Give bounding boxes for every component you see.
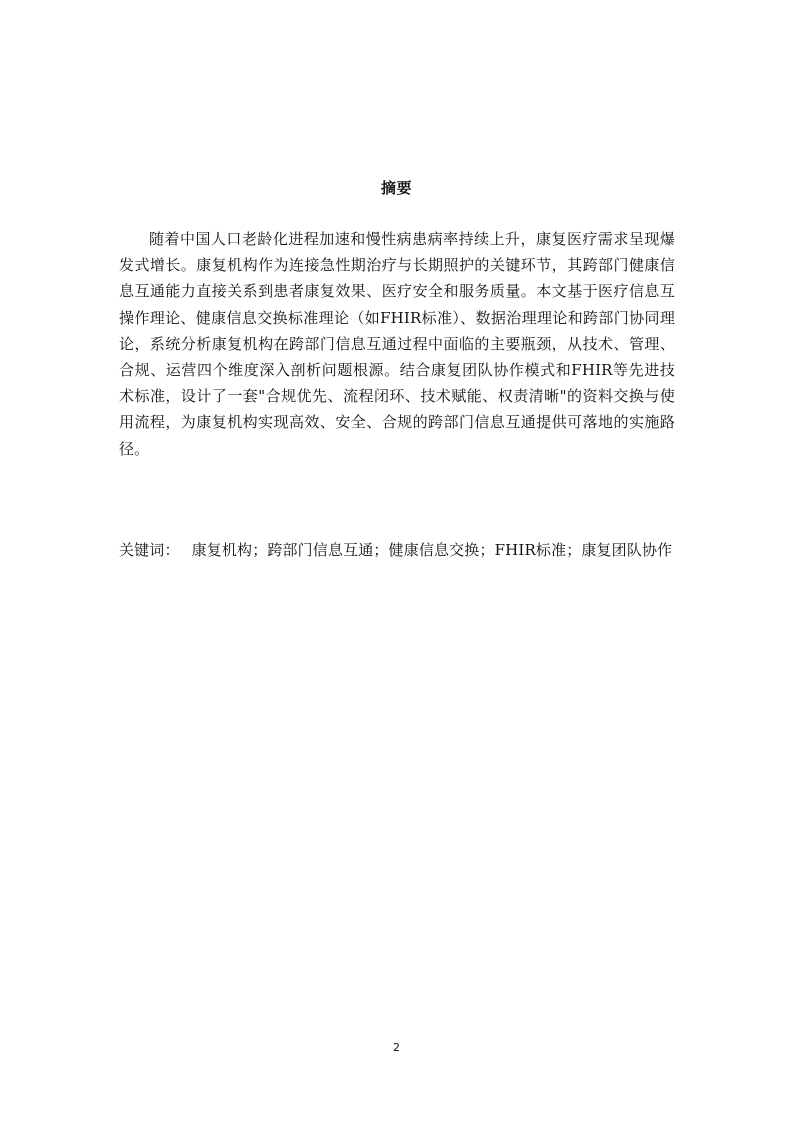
page-title: 摘要 [380, 179, 412, 197]
keywords-text: 康复机构；跨部门信息互通；健康信息交换；FHIR标准；康复团队协作 [191, 541, 673, 559]
abstract-text: 随着中国人口老龄化进程加速和慢性病患病率持续上升，康复医疗需求呈现爆发式增长。康复机构作为连接急性期治疗与长期照护的关键环节，其跨部门健康信息互通能力直接关系到患者康复效果、医疗安全和服务质量。本文基于医疗信息互操作理论、健康信息交换标准理论（如FHIR标准）、数据治理理论和跨部门协同理论，系统分析康复机构在跨部门信息互通过程中面临的主要瓶颈，从技术、管理、合规、运营四个维度深入剖析问题根源。结合康复团队协作模式和FHIR等先进技术标准，设计了一套"合规优先、流程闭环、技术赋能、权责清晰"的资料交换与使用流程，为康复机构实现高效、安全、合规的跨部门信息互通提供可落地的实施路径。 [119, 230, 675, 458]
keywords-line [119, 537, 675, 564]
keywords-label: 关键词： [119, 541, 180, 559]
page-number: 2 [393, 1041, 400, 1054]
